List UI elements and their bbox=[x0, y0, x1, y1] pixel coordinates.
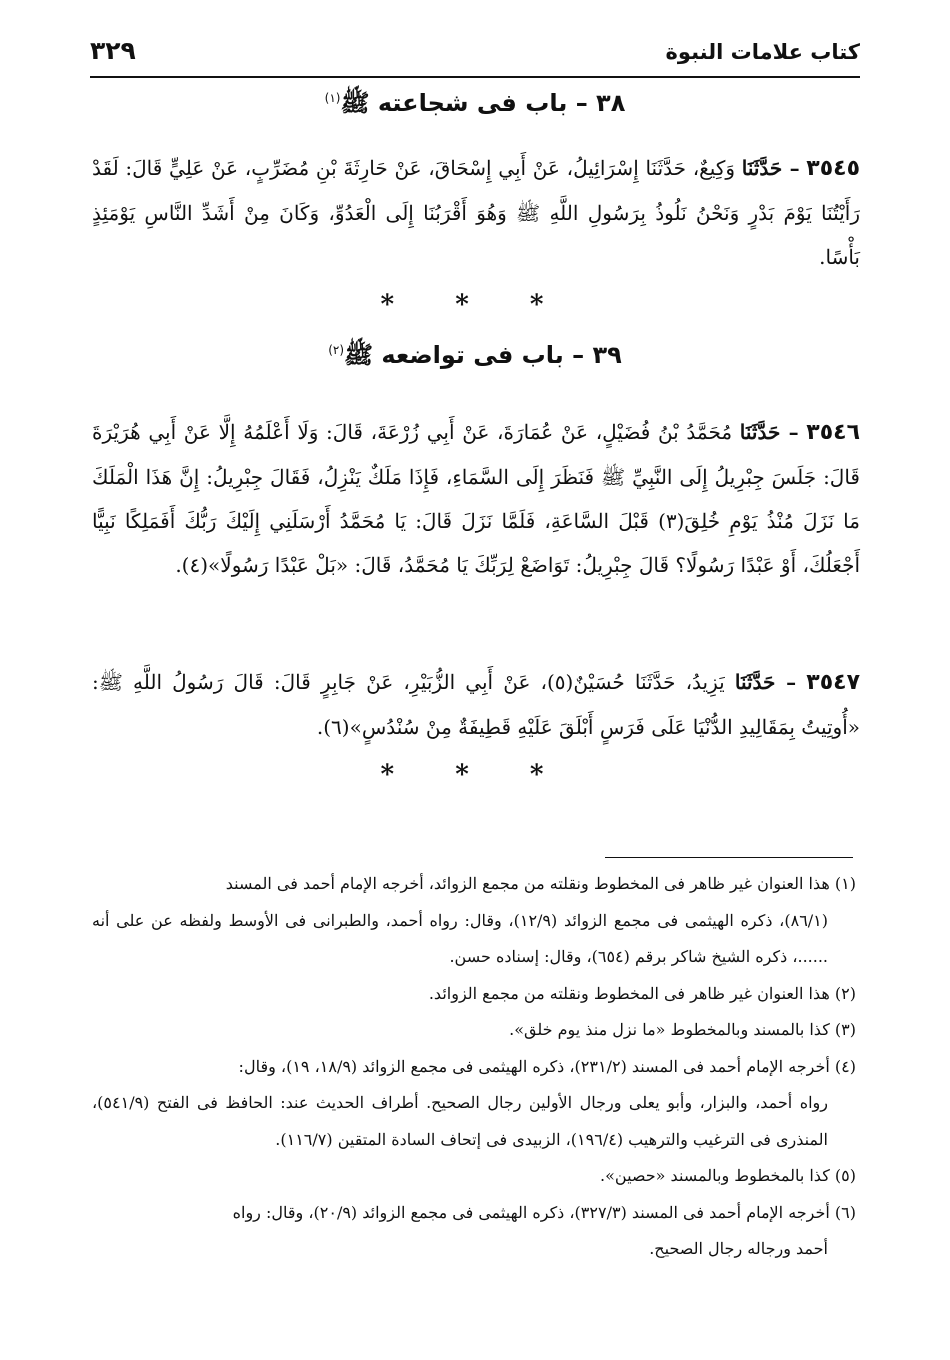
hadith-3547: ٣٥٤٧ – حَدَّثَنَا يَزِيدُ، حَدَّثَنَا حُسَيْنٌ(٥)، عَنْ أَبِي الزُّبَيْرِ، عَنْ جَابِرٍ قَالَ: قَالَ رَسُولُ اللَّهِ ﷺ: «أُوتِيتُ بِمَقَالِيدِ الدُّنْيَا عَلَى فَرَسٍ أَبْلَقَ عَلَيْهِ قَطِيفَةٌ مِنْ سُنْدُسٍ»(٦). bbox=[92, 670, 861, 739]
chapter-heading-humility bbox=[90, 340, 860, 375]
footnote-first-line: (٥) كذا بالمخطوط وبالمسند «حصين». bbox=[600, 1166, 856, 1185]
book-title: كتاب علامات النبوة bbox=[665, 40, 860, 64]
footnote-first-line: (١) هذا العنوان غير ظاهر فى المخطوط ونقلته من مجمع الزوائد، أخرجه الإمام أحمد فى المسند bbox=[225, 874, 856, 893]
footnote-2 bbox=[92, 976, 856, 1013]
footnote-5 bbox=[92, 1158, 856, 1195]
hadith-text: وَكِيعٌ، حَدَّثَنَا إِسْرَائِيلُ، عَنْ أَبِي إِسْحَاقَ، عَنْ حَارِثَةَ بْنِ مُضَرِّبٍ، عَنْ عَلِيٍّ قَالَ: لَقَدْ رَأَيْتُنَا يَوْمَ بَدْرٍ وَنَحْنُ نَلُوذُ بِرَسُولِ اللَّهِ ﷺ وَهُوَ أَقْرَبُنَا إِلَى الْعَدُوِّ، وَكَانَ مِنْ أَشَدِّ النَّاسِ يَوْمَئِذٍ بَأْسًا. bbox=[92, 156, 860, 269]
footnote-ref: (١) bbox=[324, 91, 341, 105]
footnotes bbox=[92, 866, 856, 1268]
chapter-title: ٣٩ – باب فى تواضعه ﷺ bbox=[344, 341, 622, 369]
hadith-opening: حَدَّثَنَا bbox=[739, 420, 781, 444]
footnote-3 bbox=[92, 1012, 856, 1049]
footnote-continuation: أحمد ورجاله رجال الصحيح. bbox=[649, 1239, 828, 1258]
hadith-3545: ٣٥٤٥ – حَدَّثَنَا وَكِيعٌ، حَدَّثَنَا إِسْرَائِيلُ، عَنْ أَبِي إِسْحَاقَ، عَنْ حَارِثَةَ بْنِ مُضَرِّبٍ، عَنْ عَلِيٍّ قَالَ: لَقَدْ رَأَيْتُنَا يَوْمَ بَدْرٍ وَنَحْنُ نَلُوذُ بِرَسُولِ اللَّهِ ﷺ وَهُوَ أَقْرَبُنَا إِلَى الْعَدُوِّ، وَكَانَ مِنْ أَشَدِّ النَّاسِ يَوْمَئِذٍ بَأْسًا. bbox=[92, 156, 861, 269]
footnote-divider bbox=[605, 857, 853, 858]
footnote-4 bbox=[92, 1049, 856, 1159]
hadith-number: ٣٥٤٦ bbox=[806, 420, 860, 445]
chapter-title: ٣٨ – باب فى شجاعته ﷺ bbox=[340, 89, 626, 117]
footnote-continuation: رواه أحمد، والبزار، وأبو يعلى ورجال الأولين رجال الصحيح. أطراف الحديث عند: الحافظ فى الفتح (٥٤١/٩)، المنذرى فى الترغيب والترهيب (١٩٦/٤)، الزبيدى فى إتحاف السادة المتقين (١١٦/٧). bbox=[92, 1093, 828, 1149]
footnote-6 bbox=[92, 1195, 856, 1268]
page-number: ٣٢٩ bbox=[90, 36, 136, 65]
hadith-opening: حَدَّثَنَا bbox=[734, 670, 776, 694]
footnote-first-line: (٢) هذا العنوان غير ظاهر فى المخطوط ونقلته من مجمع الزوائد. bbox=[428, 983, 856, 1003]
footnote-ref: (٢) bbox=[328, 343, 345, 357]
hadith-3546: ٣٥٤٦ – حَدَّثَنَا مُحَمَّدُ بْنُ فُضَيْلٍ، عَنْ عُمَارَةَ، عَنْ أَبِي زُرْعَةَ، قَالَ: وَلَا أَعْلَمُهُ إِلَّا عَنْ أَبِي هُرَيْرَةَ قَالَ: جَلَسَ جِبْرِيلُ إِلَى النَّبِيِّ ﷺ فَنَظَرَ إِلَى السَّمَاءِ، فَإِذَا مَلَكٌ يَنْزِلُ، فَقَالَ جِبْرِيلُ: إِنَّ هَذَا الْمَلَكَ مَا نَزَلَ مُنْذُ يَوْمِ خُلِقَ(٣) قَبْلَ السَّاعَةِ، فَلَمَّا نَزَلَ قَالَ: يَا مُحَمَّدُ أَرْسَلَنِي إِلَيْكَ رَبُّكَ أَفَمَلِكًا نَبِيًّا أَجْعَلُكَ، أَوْ عَبْدًا رَسُولًا؟ قَالَ جِبْرِيلُ: تَوَاضَعْ لِرَبِّكَ يَا مُحَمَّدُ، قَالَ: «بَلْ عَبْدًا رَسُولًا»(٤). bbox=[92, 420, 860, 577]
hadith-text: مُحَمَّدُ بْنُ فُضَيْلٍ، عَنْ عُمَارَةَ، عَنْ أَبِي زُرْعَةَ، قَالَ: وَلَا أَعْلَمُهُ إِلَّا عَنْ أَبِي هُرَيْرَةَ قَالَ: جَلَسَ جِبْرِيلُ إِلَى النَّبِيِّ ﷺ فَنَظَرَ إِلَى السَّمَاءِ، فَإِذَا مَلَكٌ يَنْزِلُ، فَقَالَ جِبْرِيلُ: إِنَّ هَذَا الْمَلَكَ مَا نَزَلَ مُنْذُ يَوْمِ خُلِقَ(٣) قَبْلَ السَّاعَةِ، فَلَمَّا نَزَلَ قَالَ: يَا مُحَمَّدُ أَرْسَلَنِي إِلَيْكَ رَبُّكَ أَفَمَلِكًا نَبِيًّا أَجْعَلُكَ، أَوْ عَبْدًا رَسُولًا؟ قَالَ جِبْرِيلُ: تَوَاضَعْ لِرَبِّكَ يَا مُحَمَّدُ، قَالَ: «بَلْ عَبْدًا رَسُولًا»(٤). bbox=[92, 420, 860, 577]
running-head bbox=[90, 30, 860, 78]
hadith-opening: حَدَّثَنَا bbox=[741, 156, 783, 180]
hadith-text: يَزِيدُ، حَدَّثَنَا حُسَيْنٌ(٥)، عَنْ أَبِي الزُّبَيْرِ، عَنْ جَابِرٍ قَالَ: قَالَ رَسُولُ اللَّهِ ﷺ: «أُوتِيتُ بِمَقَالِيدِ الدُّنْيَا عَلَى فَرَسٍ أَبْلَقَ عَلَيْهِ قَطِيفَةٌ مِنْ سُنْدُسٍ»(٦). bbox=[92, 670, 860, 739]
footnote-continuation: (٨٦/١)، ذكره الهيثمى فى مجمع الزوائد (١٢/٩)، وقال: رواه أحمد، والطبرانى فى الأوسط ولفظه عن على أنه ......، ذكره الشيخ شاكر برقم (٦٥٤)، وقال: إسناده حسن. bbox=[92, 910, 829, 966]
hadith-number: ٣٥٤٧ bbox=[806, 670, 861, 695]
footnote-first-line: (٣) كذا بالمسند وبالمخطوط «ما نزل منذ يوم خلق». bbox=[509, 1020, 856, 1039]
footnote-first-line: (٤) أخرجه الإمام أحمد فى المسند (٢٣١/٢)، ذكره الهيثمى فى مجمع الزوائد (١٨/٩، ١٩)، وقال: bbox=[238, 1056, 856, 1076]
section-separator: * * * bbox=[380, 760, 570, 790]
hadith-number: ٣٥٤٥ bbox=[806, 156, 861, 181]
chapter-heading-courage bbox=[90, 88, 860, 123]
footnote-first-line: (٦) أخرجه الإمام أحمد فى المسند (٣٢٧/٣)، ذكره الهيثمى فى مجمع الزوائد (٢٠/٩)، وقال: رواه bbox=[232, 1202, 856, 1222]
footnote-1 bbox=[92, 866, 856, 976]
section-separator: * * * bbox=[380, 290, 570, 320]
